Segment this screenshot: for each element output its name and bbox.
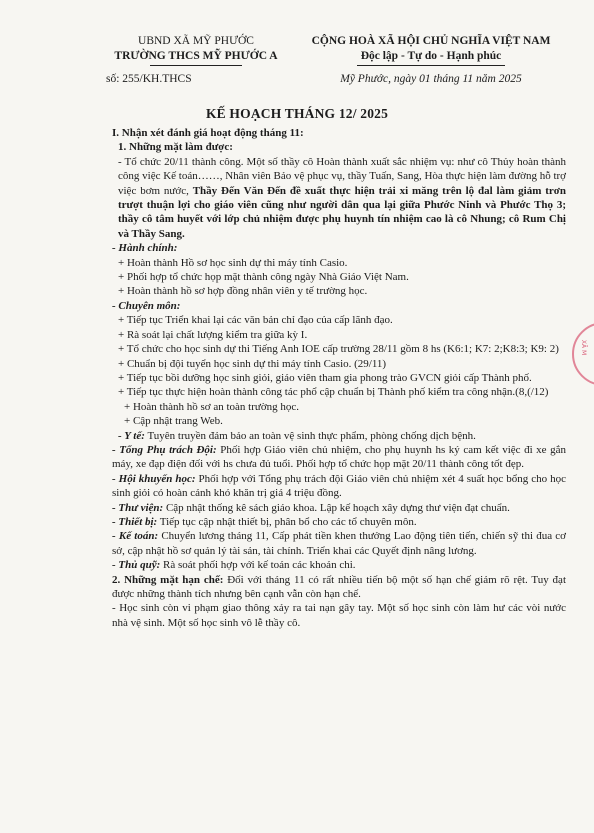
- paragraph: [104, 501, 566, 515]
- subsection-heading: 1. Những mặt làm được:: [118, 141, 233, 154]
- list-item: + Phối hợp tổ chức họp mặt thành công ngày Nhà Giáo Việt Nam.: [118, 271, 409, 284]
- document-body: [104, 126, 566, 630]
- paragraph-text: Rà soát phối hợp với kế toán các khoản chi.: [160, 559, 356, 572]
- paragraph: [104, 155, 566, 241]
- org-name: UBND XÃ MỸ PHƯỚC: [138, 35, 254, 47]
- list-item: + Tiếp tục thực hiện hoàn thành công tác phổ cập chuẩn bị Thành phố kiểm tra công nhận.(8,(/12): [118, 386, 549, 399]
- header-right: [286, 34, 576, 87]
- document-date: Mỹ Phước, ngày 01 tháng 11 năm 2025: [340, 73, 522, 85]
- paragraph: [104, 429, 566, 443]
- section-heading: I. Nhận xét đánh giá hoạt động tháng 11:: [112, 127, 304, 139]
- seal-text: XÃ M: [580, 339, 588, 356]
- category-label: - Thư viện:: [112, 501, 164, 514]
- paragraph: [104, 472, 566, 501]
- category-label: - Y tế:: [118, 429, 145, 442]
- list-item: + Cập nhật trang Web.: [124, 415, 223, 428]
- list-item: + Tiếp tục bồi dưỡng học sinh giỏi, giáo viên tham gia phong trào GVCN giỏi cấp Thành phố.: [118, 371, 532, 384]
- paragraph-text: Cập nhật thống kê sách giáo khoa. Lập kế hoạch xây dựng thư viện đạt chuẩn.: [163, 501, 510, 514]
- list-item: + Hoàn thành hồ sơ hợp đồng nhân viên y tế trường học.: [118, 285, 368, 298]
- republic-name: CỘNG HOÀ XÃ HỘI CHỦ NGHĨA VIỆT NAM: [311, 35, 551, 47]
- document-number: số: 255/KH.THCS: [106, 73, 192, 85]
- header-right-rule: [357, 65, 505, 66]
- list-item: + Rà soát lại chất lượng kiểm tra giữa kỳ I.: [118, 328, 308, 341]
- motto: Độc lập - Tự do - Hạnh phúc: [360, 50, 502, 62]
- header-left: [96, 34, 296, 87]
- list-item: + Tổ chức cho học sinh dự thi Tiếng Anh IOE cấp trường 28/11 gồm 8 hs (K6:1; K7: 2;K8:3; K9: 2): [118, 343, 559, 356]
- header-left-rule: [150, 65, 242, 66]
- list-item: + Tiếp tục Triển khai lại các văn bản chỉ đạo của cấp lãnh đạo.: [118, 314, 393, 327]
- paragraph-text: Phối hợp với Tổng phụ trách đội Giáo viên chủ nhiệm xét 4 suất học bổng cho học sinh giỏi có hoàn cảnh khó khăn trị giá 4 triệu đồng.: [112, 472, 566, 500]
- subsection-heading: 2. Những mặt hạn chế:: [112, 573, 224, 586]
- school-name: TRƯỜNG THCS MỸ PHƯỚC A: [114, 50, 278, 62]
- category-label: - Thủ quỹ:: [112, 559, 161, 572]
- category-label: - Tổng Phụ trách Đội:: [112, 443, 217, 456]
- list-item: + Chuẩn bị đội tuyển học sinh dự thi máy tính Casio. (29/11): [118, 357, 387, 370]
- category-label: - Kế toán:: [112, 530, 159, 543]
- category-label: - Thiết bị:: [112, 515, 158, 528]
- list-item: + Hoàn thành hồ sơ an toàn trường học.: [124, 400, 300, 413]
- document-title: KẾ HOẠCH THÁNG 12/ 2025: [205, 106, 389, 121]
- paragraph: [104, 573, 566, 602]
- paragraph-bold-text: Thầy Đến Văn Đến đề xuất thực hiện trải xi măng trên lộ đal làm giảm trơn trượt thuận lợi cho giáo viên cũng như người dân qua lại giữa Phước Ninh và Phước Thọ 3; thầy cô tâm huyết với lớp chủ nhiệm được phụ huynh tín nhiệm cao là cô Nhung; cô Rum Chị và Thầy Sang.: [118, 184, 566, 240]
- paragraph-text: Đối với tháng 11 có rất nhiều tiến bộ một số hạn chế giảm rõ rệt. Tuy đạt được những thành tích nhưng bên cạnh vẫn còn hạn chế.: [112, 573, 566, 600]
- paragraph: [104, 443, 566, 472]
- paragraph-text: Tiếp tục cập nhật thiết bị, phân bổ cho các tổ chuyên môn.: [157, 515, 417, 528]
- paragraph-text: Phối hợp Giáo viên chủ nhiệm, cho phụ huynh hs ký cam kết việc đi xe gắn máy, xe đạp điện đối với hs chưa đủ tuổi. Phối hợp tổ chức họp mặt 20/11 thành công tốt đẹp.: [112, 443, 566, 471]
- paragraph: [104, 529, 566, 558]
- list-item: + Hoàn thành Hồ sơ học sinh dự thi máy tính Casio.: [118, 256, 348, 269]
- paragraph: [104, 558, 566, 572]
- paragraph: [104, 515, 566, 529]
- category-label: - Hội khuyến học:: [112, 472, 196, 485]
- category-label: - Hành chính:: [112, 242, 178, 255]
- category-label: - Chuyên môn:: [112, 299, 181, 312]
- paragraph-text: - Tổ chức 20/11 thành công. Một số thầy cô Hoàn thành xuất sắc nhiệm vụ: như cô Thủy hoàn thành công việc Kế toán……, Nhân viên Bảo vệ phục vụ, thầy Tuấn, Sang, Hòa thực hiện làm đường hỗ trợ việc bơm nước,: [118, 155, 566, 197]
- paragraph-text: Tuyên truyền đảm bảo an toàn vệ sinh thực phẩm, phòng chống dịch bệnh.: [144, 429, 476, 442]
- paragraph-text: Chuyển lương tháng 11, Cấp phát tiền khen thưởng Lao động tiên tiến, chiến sỹ thi đua cơ sở, cập nhật hồ sơ quản lý tài sản, tài chính. Triển khai các Quyết định nâng lương.: [112, 530, 566, 557]
- paragraph: - Học sinh còn vi phạm giao thông xảy ra tai nạn gây tay. Một số học sinh còn làm hư các vòi nước nhà vệ sinh. Một số học sinh vô lễ thầy cô.: [112, 602, 566, 629]
